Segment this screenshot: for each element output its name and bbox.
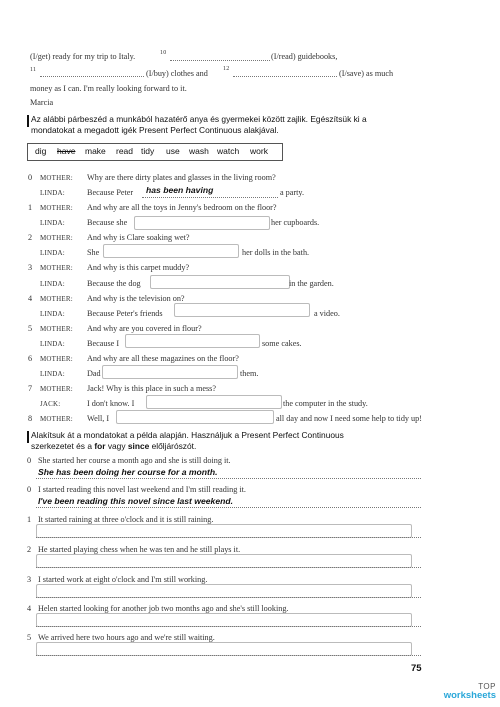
answer-line [36, 537, 421, 538]
item-sentence: Helen started looking for another job two months ago and she's still looking. [38, 604, 289, 613]
answer-line [36, 567, 421, 568]
answer-input[interactable] [150, 275, 290, 289]
word-make: make [85, 146, 106, 156]
item-number: 2 [27, 545, 32, 554]
dialogue-text: And why are all the toys in Jenny's bedroom on the floor? [87, 203, 277, 212]
dialogue-text: And why are all these magazines on the floor? [87, 354, 239, 363]
exercise2-marker [27, 431, 29, 443]
speaker-label: LINDA: [40, 189, 65, 197]
dialogue-after: all day and now I need some help to tidy up! [276, 414, 422, 423]
top-blank-11 [40, 76, 144, 77]
item-number: 1 [27, 515, 32, 524]
dialogue-text: And why is the television on? [87, 294, 185, 303]
item-number: 5 [27, 633, 32, 642]
word-have-struck: have [57, 146, 76, 156]
dialogue-text: Because the dog [87, 279, 141, 288]
row-number: 0 [28, 173, 33, 182]
item-sentence: It started raining at three o'clock and it is still raining. [38, 515, 214, 524]
item-sentence: She started her course a month ago and she is still doing it. [38, 456, 231, 465]
top-line-3: money as I can. I'm really looking forward to it. [30, 84, 187, 93]
exercise1-marker [27, 115, 29, 127]
answer-line [36, 478, 421, 479]
answer-line [36, 655, 421, 656]
answer-input[interactable] [125, 334, 260, 348]
speaker-label: MOTHER: [40, 295, 73, 303]
row-number: 6 [28, 354, 33, 363]
speaker-label: LINDA: [40, 370, 65, 378]
answer-line [36, 597, 421, 598]
answer-input[interactable] [36, 613, 412, 627]
topworksheets-logo [440, 683, 496, 701]
dialogue-text: And why is Clare soaking wet? [87, 233, 190, 242]
answer-input[interactable] [146, 395, 282, 409]
row-number: 3 [28, 263, 33, 272]
top-line-2b: (I/buy) clothes and [146, 69, 208, 78]
answer-input[interactable] [103, 244, 239, 258]
dialogue-after: a video. [314, 309, 340, 318]
top-line-1b: (I/read) guidebooks, [271, 52, 338, 61]
word-tidy: tidy [141, 146, 155, 156]
speaker-label: LINDA: [40, 340, 65, 348]
top-num-11: 11 [30, 67, 37, 73]
dialogue-text: I don't know. I [87, 399, 135, 408]
dialogue-after: the computer in the study. [283, 399, 368, 408]
item-number: 0 [27, 456, 32, 465]
logo-bottom: worksheets [443, 690, 496, 701]
speaker-label: MOTHER: [40, 355, 73, 363]
dialogue-after: them. [240, 369, 259, 378]
answer-input[interactable] [174, 303, 310, 317]
answer-input[interactable] [102, 365, 238, 379]
row-number: 4 [28, 294, 33, 303]
speaker-label: MOTHER: [40, 325, 73, 333]
exercise2-instruction-line2: szerkezetet és a for vagy since előljárószót. [31, 441, 197, 451]
dialogue-text: Jack! Why is this place in such a mess? [87, 384, 216, 393]
top-signature: Marcia [30, 98, 54, 107]
exercise1-instruction-line1: Az alábbi párbeszéd a munkából hazatérő anya és gyermekei között zajlik. Egészítsük ki a [31, 114, 367, 124]
word-wash: wash [189, 146, 209, 156]
dialogue-text: Why are there dirty plates and glasses in the living room? [87, 173, 276, 182]
row-number: 5 [28, 324, 33, 333]
top-num-10: 10 [160, 50, 167, 56]
word-use: use [166, 146, 180, 156]
row-number: 1 [28, 203, 33, 212]
speaker-label: LINDA: [40, 249, 65, 257]
example-answer: She has been doing her course for a month. [38, 467, 218, 477]
speaker-label: MOTHER: [40, 415, 73, 423]
row-number: 7 [28, 384, 33, 393]
speaker-label: LINDA: [40, 280, 65, 288]
dialogue-text: Because she [87, 218, 128, 227]
item-sentence: He started playing chess when he was ten and he still plays it. [38, 545, 241, 554]
answer-input[interactable] [116, 410, 274, 424]
row-number: 2 [28, 233, 33, 242]
top-blank-12 [233, 76, 337, 77]
top-blank-10 [170, 60, 270, 61]
page-number: 75 [411, 663, 422, 674]
speaker-label: JACK: [40, 400, 61, 408]
item-sentence: We arrived here two hours ago and we're still waiting. [38, 633, 215, 642]
speaker-label: MOTHER: [40, 264, 73, 272]
top-num-12: 12 [223, 66, 230, 72]
dialogue-after: a party. [280, 188, 305, 197]
word-dig: dig [35, 146, 47, 156]
answer-line [36, 626, 421, 627]
item-number: 3 [27, 575, 32, 584]
dialogue-after: in the garden. [289, 279, 334, 288]
speaker-label: MOTHER: [40, 385, 73, 393]
exercise2-instruction-line1: Alakítsuk át a mondatokat a példa alapján. Használjuk a Present Perfect Continuous [31, 430, 344, 440]
exercise1-instruction-line2: mondatokat a megadott igék Present Perfect Continuous alakjával. [31, 125, 279, 135]
answer-blank [142, 197, 278, 198]
dialogue-after: her dolls in the bath. [242, 248, 310, 257]
answer-input[interactable] [36, 524, 412, 538]
speaker-label: LINDA: [40, 219, 65, 227]
speaker-label: MOTHER: [40, 204, 73, 212]
dialogue-text: Well, I [87, 414, 110, 423]
dialogue-after: some cakes. [262, 339, 302, 348]
dialogue-text: Because Peter [87, 188, 134, 197]
item-number: 0 [27, 485, 32, 494]
dialogue-text: Dad [87, 369, 101, 378]
example-answer: has been having [146, 185, 214, 195]
word-read: read [116, 146, 134, 156]
answer-input[interactable] [36, 554, 412, 568]
dialogue-text: Because Peter's friends [87, 309, 163, 318]
answer-input[interactable] [134, 216, 270, 230]
answer-line [36, 507, 421, 508]
answer-input[interactable] [36, 584, 412, 598]
example-answer: I've been reading this novel since last weekend. [38, 496, 233, 506]
dialogue-text: And why are you covered in flour? [87, 324, 202, 333]
speaker-label: LINDA: [40, 310, 65, 318]
word-watch: watch [217, 146, 240, 156]
top-line-2c: (I/save) as much [339, 69, 394, 78]
speaker-label: MOTHER: [40, 234, 73, 242]
item-sentence: I started reading this novel last weekend and I'm still reading it. [38, 485, 246, 494]
row-number: 8 [28, 414, 33, 423]
dialogue-text: And why is this carpet muddy? [87, 263, 190, 272]
answer-input[interactable] [36, 642, 412, 656]
speaker-label: MOTHER: [40, 174, 73, 182]
logo-top: TOP [478, 682, 496, 691]
word-work: work [250, 146, 268, 156]
dialogue-text: She [87, 248, 100, 257]
item-number: 4 [27, 604, 32, 613]
dialogue-after: her cupboards. [271, 218, 320, 227]
dialogue-text: Because I [87, 339, 120, 348]
item-sentence: I started work at eight o'clock and I'm still working. [38, 575, 208, 584]
top-line-1a: (I/get) ready for my trip to Italy. [30, 52, 136, 61]
